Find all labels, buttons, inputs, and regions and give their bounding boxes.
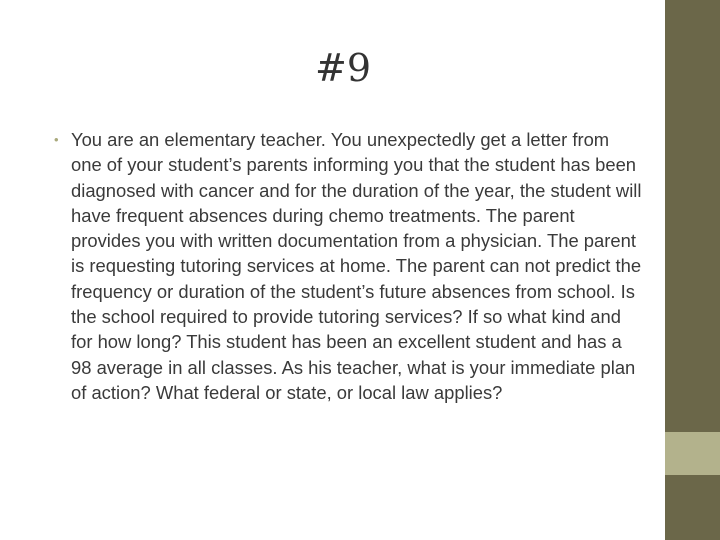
sidebar-accent-decoration <box>665 432 720 475</box>
slide-body <box>54 127 644 405</box>
bullet-marker: • <box>54 132 59 147</box>
bullet-item <box>54 127 644 405</box>
slide-title: #9 <box>314 46 372 90</box>
bullet-text: You are an elementary teacher. You unexpectedly get a letter from one of your student’s parents informing you that the student has been diagnosed with cancer and for the duration of the year, the student will have frequent absences during chemo treatments. The parent provides you with written documentation from a physician. The parent is requesting tutoring services at home. The parent can not predict the frequency or duration of the student’s future absences from school. Is the school required to provide tutoring services? If so what kind and for how long? This student has been an excellent student and has a 98 average in all classes. As his teacher, what is your immediate plan of action? What federal or state, or local law applies? <box>71 129 642 403</box>
